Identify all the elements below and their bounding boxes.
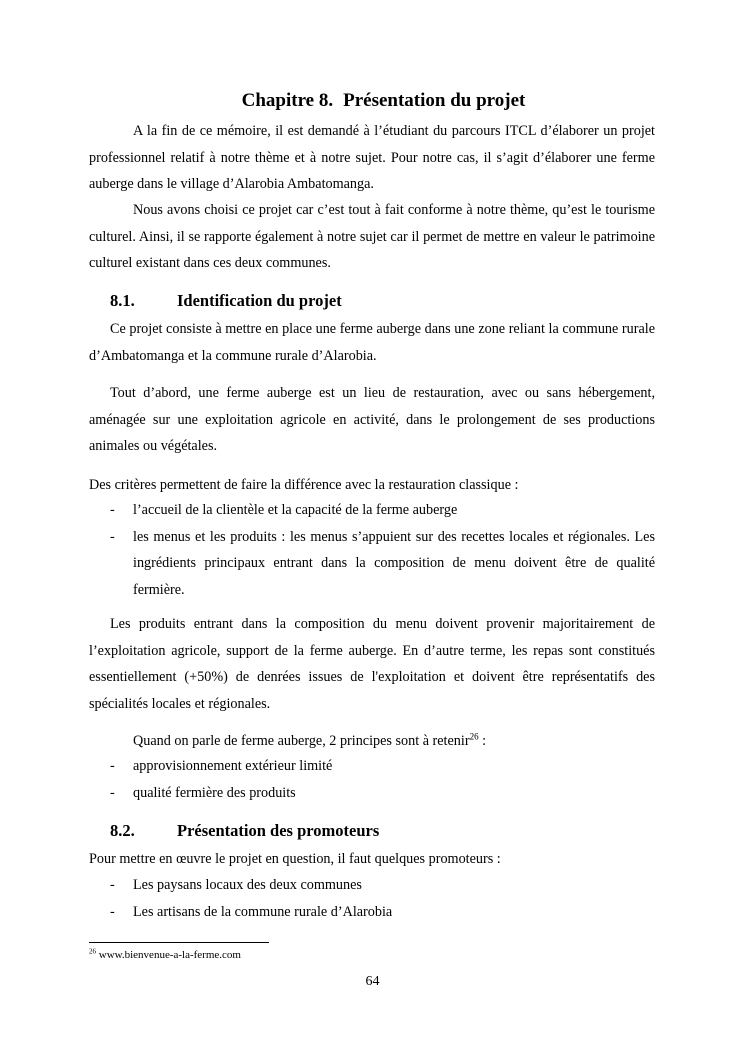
list-item-text: l’accueil de la clientèle et la capacité de la ferme auberge <box>133 502 458 518</box>
section-number: 8.1. <box>110 291 135 310</box>
list-item-text: approvisionnement extérieur limité <box>133 758 333 774</box>
bullet-dash: - <box>110 758 115 774</box>
section-heading-8-1 <box>110 291 342 311</box>
principles-intro <box>89 728 655 755</box>
criteria-list <box>89 497 655 603</box>
list-item <box>89 899 655 926</box>
promoters-intro: Pour mettre en œuvre le projet en question, il faut quelques promoteurs : <box>89 851 501 867</box>
list-item <box>89 780 655 807</box>
list-item-text: Les paysans locaux des deux communes <box>133 877 362 893</box>
list-item <box>89 872 655 899</box>
footnote <box>89 948 241 962</box>
identification-paragraph-2: Tout d’abord, une ferme auberge est un lieu de restauration, avec ou sans hébergement, aménagée sur une exploitation agricole en activité, dans le prolongement de ses productions animales ou végétales. <box>89 385 655 454</box>
chapter-title <box>0 89 745 113</box>
bullet-dash: - <box>110 903 115 920</box>
bullet-dash: - <box>110 528 115 545</box>
promoters-list <box>89 872 655 925</box>
footnote-separator <box>89 942 269 943</box>
list-item-text: Les artisans de la commune rurale d’Alarobia <box>133 903 393 920</box>
list-item <box>89 524 655 604</box>
criteria-intro: Des critères permettent de faire la différence avec la restauration classique : <box>89 477 519 493</box>
section-title: Identification du projet <box>177 291 342 310</box>
list-item <box>89 497 655 524</box>
footnote-number: 26 <box>89 947 96 956</box>
footnote-reference: 26 <box>469 731 479 742</box>
bullet-dash: - <box>110 784 115 801</box>
section-heading-8-2 <box>110 821 379 841</box>
intro-paragraph-2: Nous avons choisi ce projet car c’est tout à fait conforme à notre thème, qu’est le tourisme culturel. Ainsi, il se rapporte également à notre sujet car il permet de mettre en valeur le patrimoine culturel existant dans ces deux communes. <box>89 202 655 271</box>
chapter-number: Chapitre 8. <box>241 90 334 111</box>
bullet-dash: - <box>110 877 115 893</box>
section-number: 8.2. <box>110 821 135 840</box>
list-item <box>89 753 655 780</box>
principles-intro-colon: : <box>478 733 487 749</box>
list-item-text: qualité fermière des produits <box>133 784 296 801</box>
principles-intro-text: Quand on parle de ferme auberge, 2 principes sont à retenir <box>133 733 470 749</box>
section-title: Présentation des promoteurs <box>177 821 380 840</box>
page-number: 64 <box>365 974 380 989</box>
identification-paragraph-1: Ce projet consiste à mettre en place une ferme auberge dans une zone reliant la commune rurale d’Ambatomanga et la commune rurale d’Alarobia. <box>89 321 655 364</box>
footnote-text: www.bienvenue-a-la-ferme.com <box>96 949 241 961</box>
intro-paragraph-1: A la fin de ce mémoire, il est demandé à l’étudiant du parcours ITCL d’élaborer un projet professionnel relatif à notre thème et à notre sujet. Pour notre cas, il s’agit d’élaborer une ferme auberge dans le village d’Alarobia Ambatomanga. <box>89 123 655 192</box>
list-item-text: les menus et les produits : les menus s’appuient sur des recettes locales et régionales. Les ingrédients principaux entrant dans la composition de menu doivent être de qualité fermière. <box>133 528 655 598</box>
bullet-dash: - <box>110 502 115 518</box>
identification-paragraph-3: Les produits entrant dans la composition du menu doivent provenir majoritairement de l’exploitation agricole, support de la ferme auberge. En d’autre terme, les repas sont constitués essentiellement (+50%) de denrées issues de l'exploitation et doivent être représentatifs des spécialités locales et régionales. <box>89 616 655 712</box>
principles-list <box>89 753 655 806</box>
chapter-name: Présentation du projet <box>343 90 526 111</box>
